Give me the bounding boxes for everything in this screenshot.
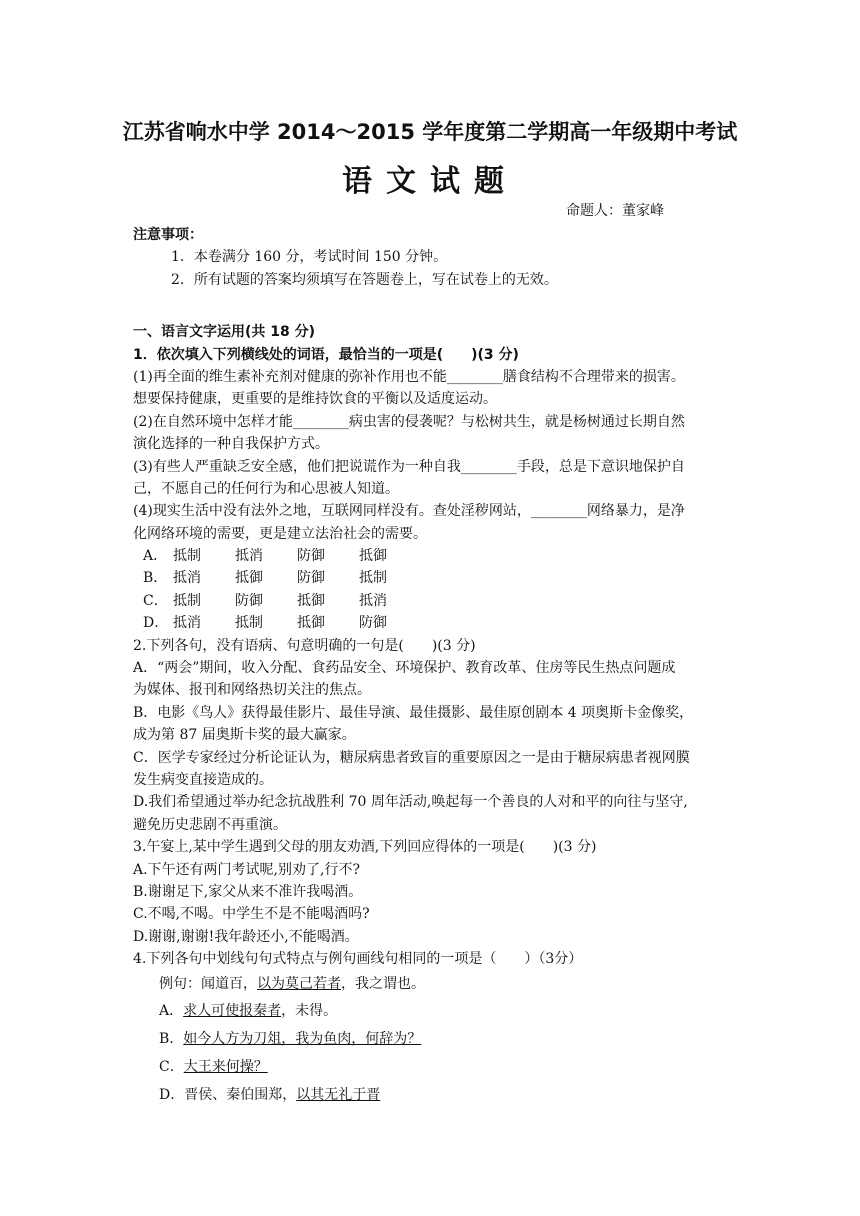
section-heading: 一、语言文字运用(共 18 分)	[133, 324, 316, 341]
option-word: 抵消	[173, 570, 201, 587]
question-2-text: 发生病变直接造成的。	[133, 771, 273, 788]
question-1-text: 演化选择的一种自我保护方式。	[133, 436, 329, 453]
question-4-example	[133, 971, 733, 997]
example-prefix: 例句：闻道百，	[159, 975, 257, 992]
option-word: 抵御	[297, 615, 325, 632]
option-key: C．	[159, 1058, 184, 1075]
question-1-text: 化网络环境的需要，更是建立法治社会的需要。	[133, 525, 427, 542]
question-2-text: 为媒体、报刊和网络热切关注的焦点。	[133, 682, 371, 699]
question-2-text: 避免历史悲剧不再重演。	[133, 816, 287, 833]
option-word: 抵制	[173, 548, 201, 565]
question-1-option-d	[133, 612, 733, 634]
option-word: 防御	[235, 592, 263, 609]
question-1-stem: 1．依次填入下列横线处的词语，最恰当的一项是( )(3 分)	[133, 346, 519, 363]
option-word: 抵消	[173, 615, 201, 632]
option-word: 抵御	[297, 592, 325, 609]
question-3-option: C.不喝,不喝。中学生不是不能喝酒吗?	[133, 906, 370, 923]
question-4-option-d	[133, 1081, 733, 1109]
option-prefix: 晋侯、秦伯围郑，	[184, 1086, 297, 1103]
option-key: B．	[159, 1030, 184, 1047]
option-word: 抵御	[235, 570, 263, 587]
option-underlined: 如今人方为刀俎，我为鱼肉，何辞为？	[183, 1030, 422, 1047]
question-1-text: (2)在自然环境中怎样才能________病虫害的侵袭呢？与松树共生，就是杨树通过长期自然	[133, 413, 685, 430]
question-2-text: C．医学专家经过分析论证认为，糖尿病患者致盲的重要原因之一是由于糖尿病患者视网膜	[133, 749, 690, 766]
option-word: 抵制	[359, 570, 387, 587]
option-underlined: 求人可使报秦者	[183, 1002, 282, 1019]
question-1-text: 想要保持健康，更重要的是维持饮食的平衡以及适度运动。	[133, 391, 497, 408]
option-underlined: 以其无礼于晋	[296, 1086, 381, 1103]
question-4-option-c	[133, 1053, 733, 1081]
question-1-text: (3)有些人严重缺乏安全感，他们把说谎作为一种自我________手段，总是下意识地保护自	[133, 458, 685, 475]
question-3-stem: 3.午宴上,某中学生遇到父母的朋友劝酒,下列回应得体的一项是( )(3 分)	[133, 839, 597, 856]
option-key: B．	[143, 570, 168, 587]
question-4-stem: 4.下列各句中划线句句式特点与例句画线句相同的一项是（ ）（3分）	[133, 951, 583, 968]
option-underlined: 大王来何操？	[183, 1058, 268, 1075]
question-2-text: A．“两会”期间，收入分配、食药品安全、环境保护、教育改革、住房等民生热点问题成	[133, 660, 676, 677]
question-3-option: A.下午还有两门考试呢,别劝了,行不?	[133, 861, 360, 878]
notice-item: 1．本卷满分 160 分，考试时间 150 分钟。	[171, 249, 448, 266]
option-word: 防御	[359, 615, 387, 632]
option-word: 抵消	[359, 592, 387, 609]
question-4-option-b	[133, 1025, 733, 1053]
exam-content	[133, 224, 733, 1109]
question-1-option-a	[133, 545, 733, 567]
example-suffix: ，我之谓也。	[341, 975, 425, 992]
option-word: 抵制	[235, 615, 263, 632]
option-key: A．	[159, 1002, 184, 1019]
question-3-option: D.谢谢,谢谢!我年龄还小,不能喝酒。	[133, 928, 359, 945]
question-2-text: B．电影《鸟人》获得最佳影片、最佳导演、最佳摄影、最佳原创剧本 4 项奥斯卡金像奖，	[133, 704, 694, 721]
option-key: D．	[143, 615, 169, 632]
question-2-stem: 2.下列各句，没有语病、句意明确的一句是( )(3 分)	[133, 637, 476, 654]
option-suffix: ，未得。	[281, 1002, 338, 1019]
option-word: 抵制	[173, 592, 201, 609]
option-word: 防御	[297, 570, 325, 587]
subject-title: 语文试题	[342, 164, 518, 199]
question-3-option: B.谢谢足下,家父从来不准许我喝酒。	[133, 883, 363, 900]
notice-heading: 注意事项：	[133, 227, 203, 243]
question-1-text: (1)再全面的维生素补充剂对健康的弥补作用也不能________膳食结构不合理带来的损害。	[133, 368, 685, 385]
question-2-text: 成为第 87 届奥斯卡奖的最大赢家。	[133, 727, 356, 744]
author-line: 命题人：董家峰	[566, 203, 664, 219]
option-word: 抵消	[235, 548, 263, 565]
question-1-option-c	[133, 590, 733, 612]
option-key: C．	[143, 592, 168, 609]
question-4-option-a	[133, 997, 733, 1025]
option-key: D．	[159, 1086, 185, 1103]
option-word: 抵御	[359, 548, 387, 565]
exam-title: 江苏省响水中学 2014～2015 学年度第二学期高一年级期中考试	[122, 120, 738, 144]
question-2-text: D.我们希望通过举办纪念抗战胜利 70 周年活动,唤起每一个善良的人对和平的向往与坚守,	[133, 794, 688, 811]
question-1-option-b	[133, 567, 733, 589]
question-1-text: 己，不愿自己的任何行为和心思被人知道。	[133, 480, 399, 497]
option-word: 防御	[297, 548, 325, 565]
notice-item: 2．所有试题的答案均须填写在答题卷上，写在试卷上的无效。	[171, 271, 558, 288]
question-1-text: (4)现实生活中没有法外之地，互联网同样没有。查处淫秽网站，________网络暴力，是净	[133, 503, 685, 520]
example-underlined: 以为莫己若者	[257, 975, 341, 992]
option-key: A．	[143, 548, 168, 565]
